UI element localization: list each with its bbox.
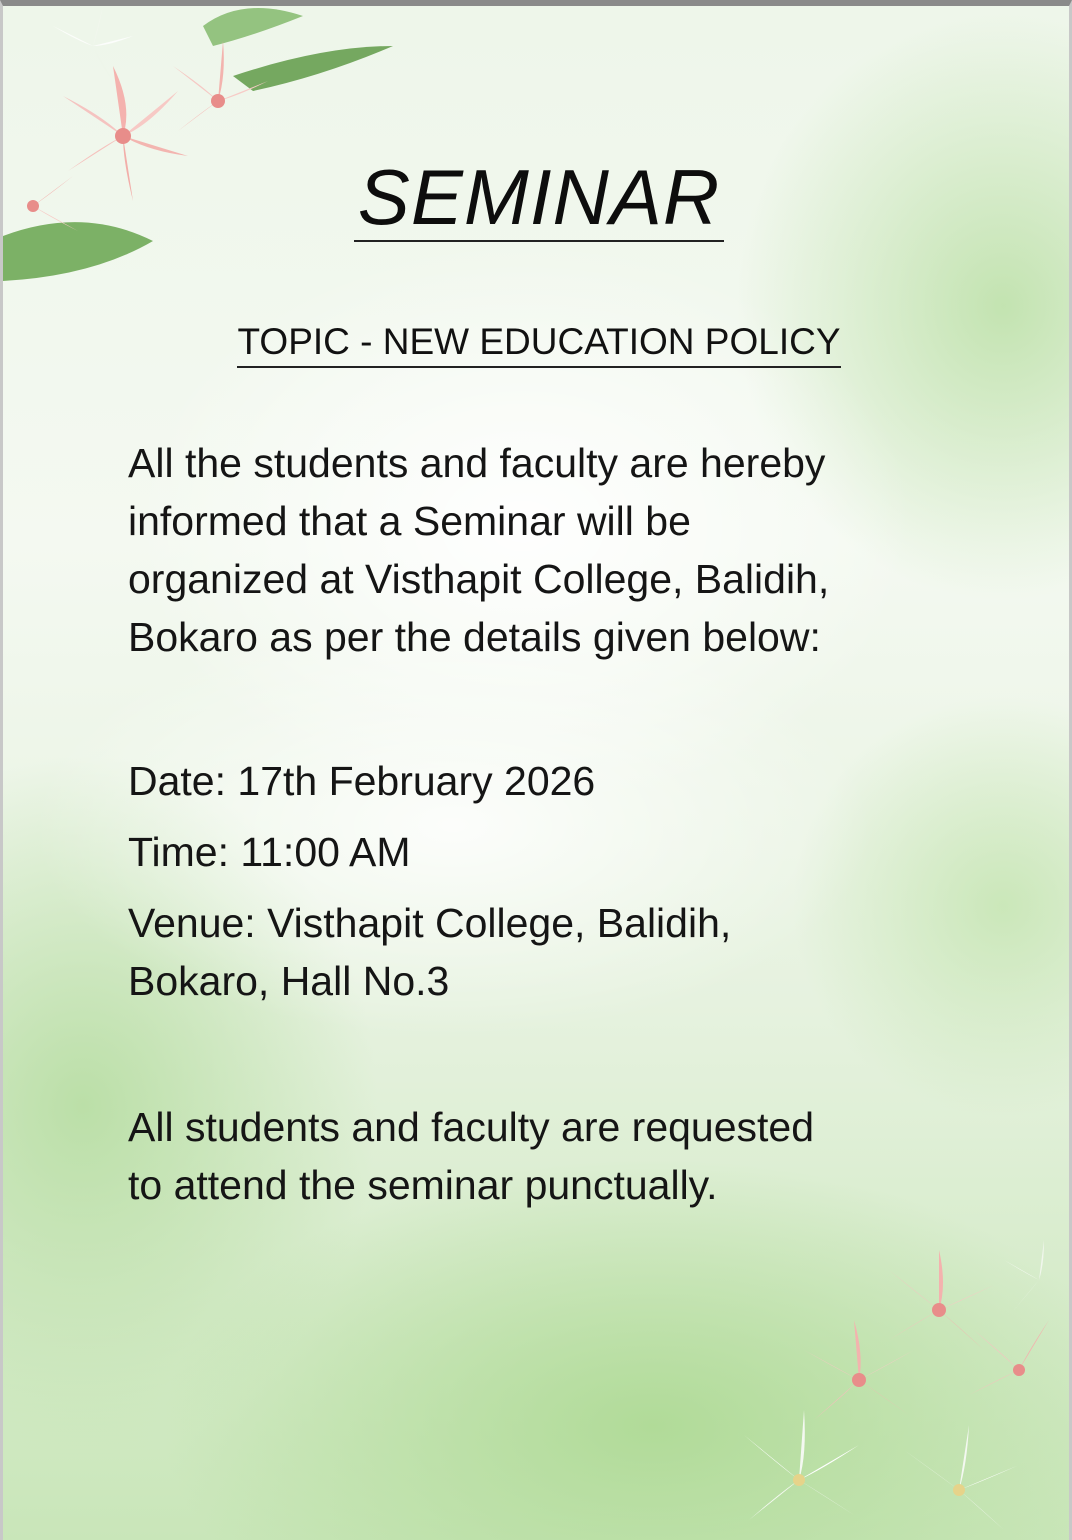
intro-line: All the students and faculty are hereby: [128, 440, 826, 486]
topic-heading: [3, 320, 1072, 368]
title-text: SEMINAR: [354, 156, 724, 242]
lily-flowers-bottom-right: [729, 1220, 1069, 1540]
intro-line: informed that a Seminar will be: [128, 498, 691, 544]
date-line: Date: 17th February 2026: [128, 758, 596, 804]
intro-paragraph: [128, 434, 948, 666]
time-line: Time: 11:00 AM: [128, 829, 411, 875]
venue-block: [128, 894, 948, 1010]
closing-line: All students and faculty are requested: [128, 1104, 815, 1150]
page-title: [3, 153, 1072, 242]
intro-line: organized at Visthapit College, Balidih,: [128, 556, 830, 602]
topic-text: TOPIC - NEW EDUCATION POLICY: [237, 320, 840, 368]
intro-line: Bokaro as per the details given below:: [128, 614, 821, 660]
closing-line: to attend the seminar punctually.: [128, 1162, 718, 1208]
venue-line: Bokaro, Hall No.3: [128, 958, 450, 1004]
seminar-details: [128, 752, 948, 1010]
closing-paragraph: [128, 1098, 948, 1214]
venue-line: Venue: Visthapit College, Balidih,: [128, 900, 732, 946]
